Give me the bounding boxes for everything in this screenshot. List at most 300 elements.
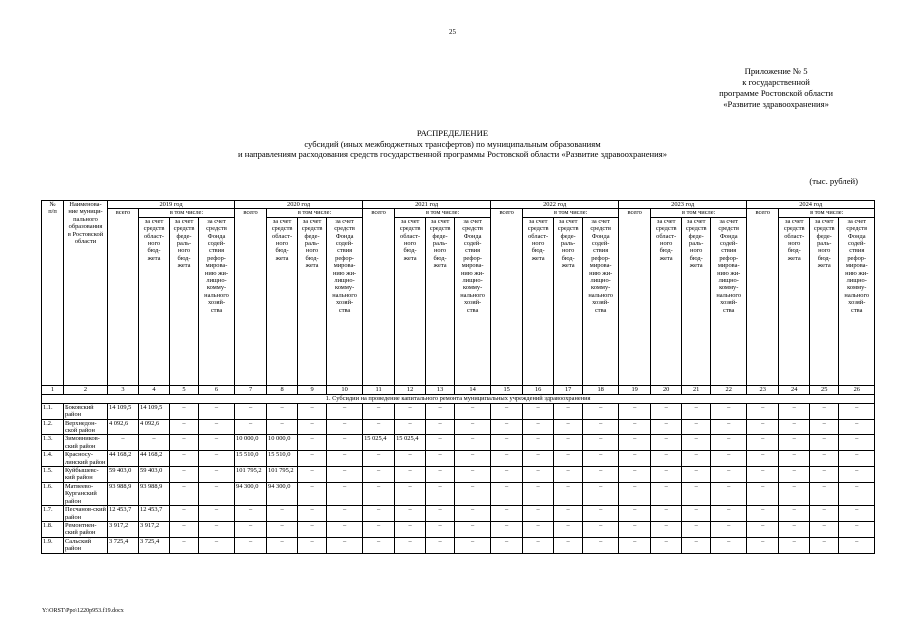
row-value: – [170, 521, 199, 537]
row-value: – [779, 451, 810, 467]
row-number: 1.6. [42, 482, 64, 505]
row-value: – [711, 506, 747, 522]
row-value: 3 725,4 [108, 537, 139, 553]
row-number: 1.8. [42, 521, 64, 537]
column-number: 11 [363, 385, 395, 394]
column-number: 25 [810, 385, 839, 394]
row-value: 101 795,2 [235, 467, 267, 483]
row-value: – [426, 537, 455, 553]
row-value: – [583, 467, 619, 483]
column-number: 3 [108, 385, 139, 394]
row-value: – [619, 451, 651, 467]
row-value: – [523, 419, 554, 435]
header-regional-budget: за счет средств област- ного бюд- жета [651, 217, 682, 385]
row-value: – [810, 521, 839, 537]
row-value: – [651, 482, 682, 505]
appendix-block [719, 66, 833, 110]
header-housing-fund: за счет средств Фонда содей- ствия рефор- мирова- нию жи- лищно- комму- нального хозяй- ства [839, 217, 875, 385]
document-heading [0, 128, 905, 160]
row-value: – [711, 537, 747, 553]
row-value: – [583, 435, 619, 451]
row-value: – [682, 521, 711, 537]
row-value: – [235, 419, 267, 435]
row-value: – [682, 506, 711, 522]
row-value: – [839, 482, 875, 505]
column-number: 12 [395, 385, 426, 394]
row-value: – [779, 521, 810, 537]
header-housing-fund: за счет средств Фонда содей- ствия рефор- мирова- нию жи- лищно- комму- нального хозяй- ства [711, 217, 747, 385]
row-value: – [619, 506, 651, 522]
row-value: – [327, 467, 363, 483]
row-value: – [810, 467, 839, 483]
row-value: – [455, 451, 491, 467]
header-total: всего [747, 209, 779, 385]
row-value: – [682, 403, 711, 419]
row-value: 15 510,0 [267, 451, 298, 467]
row-value: – [199, 419, 235, 435]
header-housing-fund: за счет средств Фонда содей- ствия рефор- мирова- нию жи- лищно- комму- нального хозяй- ства [199, 217, 235, 385]
file-path: Y:\ORST\Ppo\1220p953.f19.docx [42, 608, 124, 614]
section-row [42, 394, 875, 403]
row-municipality: Ремонтнен-ский район [64, 521, 108, 537]
row-value: – [395, 419, 426, 435]
row-value: – [747, 435, 779, 451]
row-value: – [523, 403, 554, 419]
row-value: 15 510,0 [235, 451, 267, 467]
header-total: всего [108, 209, 139, 385]
row-value: – [779, 506, 810, 522]
row-value: – [523, 435, 554, 451]
row-number: 1.5. [42, 467, 64, 483]
row-value: – [298, 419, 327, 435]
row-value: – [810, 419, 839, 435]
header-total: всего [363, 209, 395, 385]
row-value: – [363, 506, 395, 522]
row-value: – [199, 521, 235, 537]
header-federal-budget: за счет средств феде- раль- ного бюд- жета [426, 217, 455, 385]
row-value: – [747, 521, 779, 537]
row-value: 14 109,5 [108, 403, 139, 419]
header-regional-budget: за счет средств област- ного бюд- жета [395, 217, 426, 385]
row-value: – [554, 482, 583, 505]
row-value: – [554, 403, 583, 419]
row-value: – [779, 419, 810, 435]
row-value: – [455, 482, 491, 505]
column-number: 22 [711, 385, 747, 394]
appendix-line-2: к государственной [742, 77, 810, 87]
row-value: 10 000,0 [235, 435, 267, 451]
row-value: 93 988,9 [139, 482, 170, 505]
row-value: – [199, 482, 235, 505]
row-value: – [711, 482, 747, 505]
row-value: – [779, 482, 810, 505]
row-value: – [455, 537, 491, 553]
row-value: – [199, 403, 235, 419]
column-number: 19 [619, 385, 651, 394]
row-value: 44 168,2 [108, 451, 139, 467]
row-value: – [839, 467, 875, 483]
header-regional-budget: за счет средств област- ного бюд- жета [779, 217, 810, 385]
row-value: – [298, 435, 327, 451]
row-value: – [455, 403, 491, 419]
row-value: – [682, 482, 711, 505]
header-total: всего [619, 209, 651, 385]
row-value: – [170, 467, 199, 483]
row-value: – [298, 506, 327, 522]
header-federal-budget: за счет средств феде- раль- ного бюд- жета [554, 217, 583, 385]
row-value: – [267, 403, 298, 419]
row-value: – [839, 435, 875, 451]
header-row-groups [42, 209, 875, 217]
row-value: – [747, 419, 779, 435]
page-number: 25 [449, 28, 456, 36]
row-value: – [170, 419, 199, 435]
row-value: – [235, 403, 267, 419]
row-value: – [327, 403, 363, 419]
row-value: – [651, 506, 682, 522]
header-incl: в том числе: [523, 209, 619, 217]
row-value: – [298, 451, 327, 467]
row-value: – [554, 506, 583, 522]
row-value: – [491, 506, 523, 522]
row-value: – [583, 419, 619, 435]
header-housing-fund: за счет средств Фонда содей- ствия рефор- мирова- нию жи- лищно- комму- нального хозяй- ства [455, 217, 491, 385]
row-municipality: Куйбышевс-кий район [64, 467, 108, 483]
row-value: – [747, 403, 779, 419]
row-value: 94 300,0 [267, 482, 298, 505]
row-value: – [426, 521, 455, 537]
column-number: 9 [298, 385, 327, 394]
row-value: – [327, 537, 363, 553]
row-value: – [455, 419, 491, 435]
header-federal-budget: за счет средств феде- раль- ного бюд- жета [682, 217, 711, 385]
row-value: – [711, 451, 747, 467]
row-value: – [199, 467, 235, 483]
header-incl: в том числе: [267, 209, 363, 217]
row-value: – [554, 521, 583, 537]
row-value: – [523, 467, 554, 483]
row-value: – [491, 537, 523, 553]
row-value: – [455, 467, 491, 483]
row-value: – [711, 435, 747, 451]
row-value: – [426, 435, 455, 451]
table-row [42, 482, 875, 505]
row-value: – [363, 521, 395, 537]
row-value: 94 300,0 [235, 482, 267, 505]
appendix-line-3: программе Ростовской области [719, 88, 833, 98]
row-value: – [491, 521, 523, 537]
row-value: 59 403,0 [139, 467, 170, 483]
row-value: – [711, 419, 747, 435]
row-value: – [619, 419, 651, 435]
row-value: – [491, 482, 523, 505]
header-incl: в том числе: [139, 209, 235, 217]
row-number: 1.7. [42, 506, 64, 522]
row-value: – [363, 451, 395, 467]
row-value: – [523, 537, 554, 553]
row-value: – [554, 419, 583, 435]
column-number: 16 [523, 385, 554, 394]
column-number: 4 [139, 385, 170, 394]
row-value: – [235, 506, 267, 522]
row-value: 15 025,4 [395, 435, 426, 451]
row-value: 4 092,6 [108, 419, 139, 435]
column-number: 20 [651, 385, 682, 394]
row-value: – [491, 403, 523, 419]
row-value: – [199, 451, 235, 467]
row-value: – [199, 537, 235, 553]
row-value: – [711, 467, 747, 483]
row-value: – [327, 482, 363, 505]
row-municipality: Матвеево-Курганский район [64, 482, 108, 505]
row-value: – [395, 521, 426, 537]
row-value: – [170, 451, 199, 467]
row-value: – [491, 467, 523, 483]
row-value: – [523, 482, 554, 505]
row-value: – [426, 482, 455, 505]
row-value: – [491, 451, 523, 467]
row-value: – [395, 451, 426, 467]
row-value: – [682, 435, 711, 451]
appendix-line-1: Приложение № 5 [744, 66, 808, 76]
header-year-1: 2019 год [108, 201, 235, 209]
row-value: – [327, 435, 363, 451]
table-row [42, 467, 875, 483]
column-number: 26 [839, 385, 875, 394]
row-value: 101 795,2 [267, 467, 298, 483]
row-value: – [298, 521, 327, 537]
row-value: – [199, 435, 235, 451]
row-value: – [455, 435, 491, 451]
table-row [42, 419, 875, 435]
header-year-2: 2020 год [235, 201, 363, 209]
row-value: – [523, 506, 554, 522]
row-value: – [619, 467, 651, 483]
row-value: – [583, 403, 619, 419]
header-federal-budget: за счет средств феде- раль- ного бюд- жета [810, 217, 839, 385]
row-value: – [619, 403, 651, 419]
row-value: – [651, 467, 682, 483]
row-value: 3 917,2 [108, 521, 139, 537]
row-value: 12 453,7 [139, 506, 170, 522]
header-housing-fund: за счет средств Фонда содей- ствия рефор- мирова- нию жи- лищно- комму- нального хозяй- ства [327, 217, 363, 385]
row-value: – [298, 537, 327, 553]
row-value: – [711, 521, 747, 537]
table-row [42, 521, 875, 537]
row-value: – [327, 521, 363, 537]
row-municipality: Сальский район [64, 537, 108, 553]
row-municipality: Верхнедон-ской район [64, 419, 108, 435]
row-value: – [455, 521, 491, 537]
column-number: 10 [327, 385, 363, 394]
row-value: – [327, 419, 363, 435]
row-value: – [651, 419, 682, 435]
row-value: – [619, 482, 651, 505]
row-value: – [170, 482, 199, 505]
row-value: – [363, 482, 395, 505]
column-number: 7 [235, 385, 267, 394]
row-municipality: Боковский район [64, 403, 108, 419]
row-value: 15 025,4 [363, 435, 395, 451]
row-value: – [583, 451, 619, 467]
row-value: – [651, 435, 682, 451]
heading-line-3: и направлениям расходования средств государственной программы Ростовской области «Развитие здравоохранения» [237, 149, 668, 159]
row-value: – [267, 537, 298, 553]
header-row-years [42, 201, 875, 209]
row-value: – [583, 482, 619, 505]
row-value: – [810, 403, 839, 419]
header-housing-fund: за счет средств Фонда содей- ствия рефор- мирова- нию жи- лищно- комму- нального хозяй- ства [583, 217, 619, 385]
row-value: 12 453,7 [108, 506, 139, 522]
row-municipality: Песчанов-ский район [65, 506, 106, 521]
column-number: 6 [199, 385, 235, 394]
header-total: всего [491, 209, 523, 385]
row-value: – [426, 506, 455, 522]
row-value: 3 725,4 [139, 537, 170, 553]
table-row [42, 506, 875, 522]
row-value: – [267, 419, 298, 435]
header-year-5: 2023 год [619, 201, 747, 209]
row-value: – [523, 521, 554, 537]
row-value: – [839, 521, 875, 537]
row-value: – [810, 451, 839, 467]
row-value: – [619, 521, 651, 537]
row-value: – [682, 467, 711, 483]
header-federal-budget: за счет средств феде- раль- ного бюд- жета [298, 217, 327, 385]
row-number: 1.9. [42, 537, 64, 553]
row-value: – [554, 451, 583, 467]
column-number: 8 [267, 385, 298, 394]
row-value: 3 917,2 [139, 521, 170, 537]
heading-line-2: субсидий (иных межбюджетных трансфертов) по муниципальным образованиям [304, 138, 601, 149]
row-value: – [779, 435, 810, 451]
row-value: – [139, 435, 170, 451]
row-value: – [298, 467, 327, 483]
row-value: – [426, 403, 455, 419]
row-value: – [554, 467, 583, 483]
row-value: – [327, 451, 363, 467]
table-row [42, 537, 875, 553]
row-value: – [651, 403, 682, 419]
row-value: – [523, 451, 554, 467]
row-value: – [779, 467, 810, 483]
row-value: – [267, 506, 298, 522]
row-value: – [747, 482, 779, 505]
header-year-3: 2021 год [363, 201, 491, 209]
row-value: – [491, 435, 523, 451]
row-value: 44 168,2 [139, 451, 170, 467]
section-title: 1. Субсидии на проведение капитального ремонта муниципальных учреждений здравоохранения [42, 394, 875, 403]
row-value: – [747, 467, 779, 483]
row-value: 14 109,5 [139, 403, 170, 419]
row-number: 1.3. [42, 435, 64, 451]
column-number: 18 [583, 385, 619, 394]
column-number: 17 [554, 385, 583, 394]
row-value: – [619, 537, 651, 553]
row-value: – [839, 419, 875, 435]
row-value: – [426, 467, 455, 483]
row-value: – [554, 537, 583, 553]
row-value: – [327, 506, 363, 522]
row-value: – [363, 419, 395, 435]
row-value: – [651, 451, 682, 467]
row-value: – [235, 521, 267, 537]
row-value: – [651, 521, 682, 537]
column-number: 21 [682, 385, 711, 394]
column-number: 14 [455, 385, 491, 394]
row-value: – [682, 451, 711, 467]
row-value: – [583, 506, 619, 522]
header-no: № п/п [42, 201, 64, 386]
row-value: – [810, 482, 839, 505]
row-value: – [455, 506, 491, 522]
table-row [42, 403, 875, 419]
row-value: – [682, 419, 711, 435]
header-total: всего [235, 209, 267, 385]
row-value: – [199, 506, 235, 522]
header-municipality: Наименова- ние муници- пального образования в Ростовской области [64, 201, 108, 386]
column-number: 5 [170, 385, 199, 394]
row-value: – [839, 537, 875, 553]
header-incl: в том числе: [395, 209, 491, 217]
row-value: – [298, 482, 327, 505]
row-value: 93 988,9 [108, 482, 139, 505]
table-row [42, 435, 875, 451]
row-number: 1.1. [42, 403, 64, 419]
row-value: – [810, 506, 839, 522]
row-value: – [395, 403, 426, 419]
row-value: – [619, 435, 651, 451]
row-value: – [108, 435, 139, 451]
column-number: 15 [491, 385, 523, 394]
column-number-row [42, 385, 875, 394]
row-value: – [170, 435, 199, 451]
row-value: – [747, 506, 779, 522]
row-value: – [554, 435, 583, 451]
row-municipality: Зимовников-ский район [64, 435, 108, 451]
row-value: – [170, 506, 199, 522]
row-value: – [170, 403, 199, 419]
row-value: – [711, 403, 747, 419]
row-value: – [298, 403, 327, 419]
row-value: – [839, 451, 875, 467]
column-number: 24 [779, 385, 810, 394]
column-number: 23 [747, 385, 779, 394]
document-title: РАСПРЕДЕЛЕНИЕ [416, 128, 489, 138]
distribution-table [41, 200, 875, 554]
row-number: 1.4. [42, 451, 64, 467]
row-number: 1.2. [42, 419, 64, 435]
table-row [42, 451, 875, 467]
row-value: – [810, 537, 839, 553]
units-label: (тыс. рублей) [809, 176, 858, 186]
row-value: – [363, 467, 395, 483]
row-value: – [810, 435, 839, 451]
row-value: – [235, 537, 267, 553]
row-value: – [747, 451, 779, 467]
header-incl: в том числе: [651, 209, 747, 217]
row-value: – [395, 482, 426, 505]
row-value: – [651, 537, 682, 553]
column-number: 2 [64, 385, 108, 394]
row-value: – [170, 537, 199, 553]
row-value: – [682, 537, 711, 553]
row-value: 59 403,0 [108, 467, 139, 483]
row-value: 4 092,6 [139, 419, 170, 435]
row-value: – [747, 537, 779, 553]
row-value: – [779, 537, 810, 553]
row-value: – [267, 521, 298, 537]
